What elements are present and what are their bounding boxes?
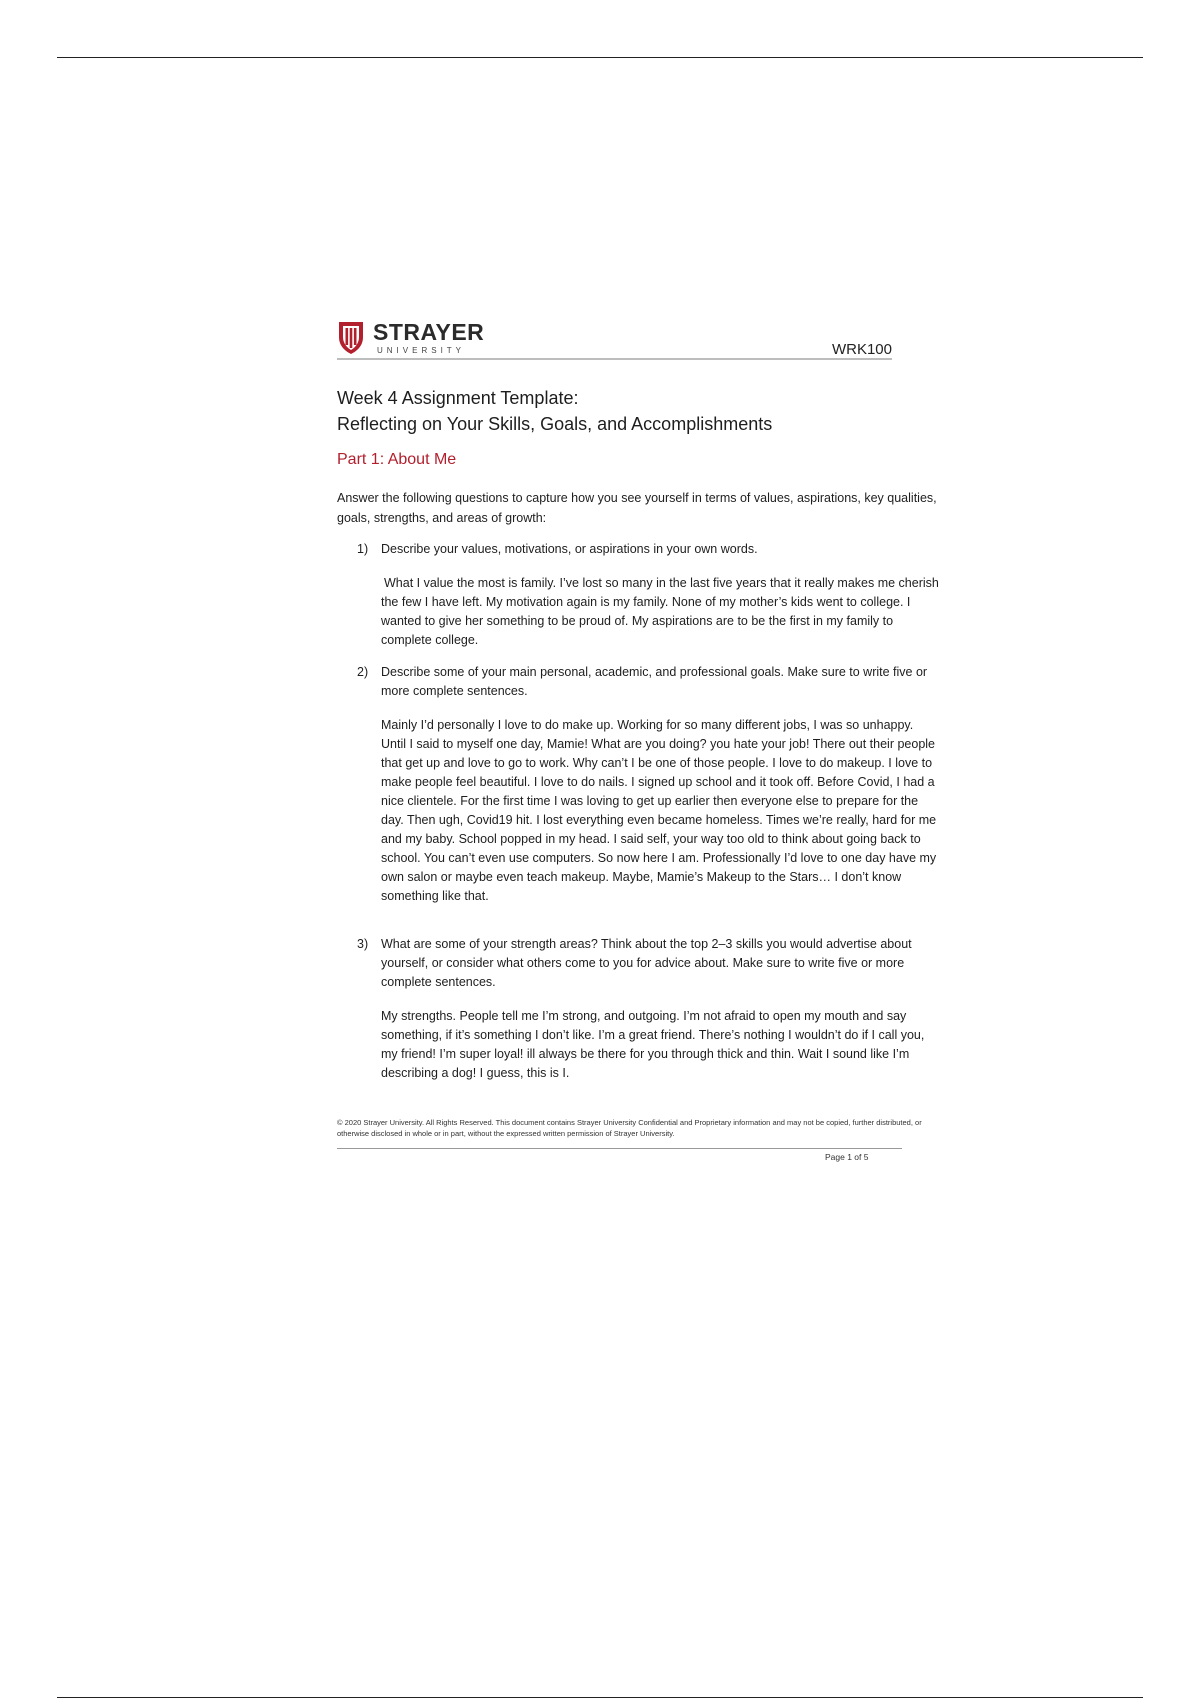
- document-title: [337, 385, 937, 437]
- question-2: [357, 663, 937, 701]
- top-border-rule: [57, 57, 1143, 58]
- copyright-notice: © 2020 Strayer University. All Rights Reserved. This document contains Strayer University Confidential and Proprietary information and may not be copied, further distributed, or otherwise disclosed in whole or in part, without the expressed written permission of Strayer University.: [337, 1118, 922, 1138]
- answer-3: My strengths. People tell me I’m strong, and outgoing. I’m not afraid to open my mouth and say something, if it’s something I don’t like. I’m a great friend. There’s nothing I wouldn’t do if I call you, my friend! I’m super loyal! ill always be there for you through thick and thin. Wait I sound like I’m describing a dog! I guess, this is I.: [381, 1009, 925, 1080]
- logo-name: STRAYER: [373, 319, 485, 345]
- bottom-border-rule: [57, 1697, 1143, 1698]
- answer-2: Mainly I’d personally I love to do make up. Working for so many different jobs, I was so unhappy. Until I said to myself one day, Mamie! What are you doing? you hate your job! There out their people that get up and love to go to work. Why can’t I be one of those people. I love to do makeup. I love to make people feel beautiful. I love to do nails. I signed up school and it took off. Before Covid, I had a nice clientele. For the first time I was loving to get up earlier then everyone else to prepare for the day. Then ugh, Covid19 hit. I lost everything even became homeless. Times we’re really, hard for me and my baby. School popped in my head. I said self, your way too old to think about going back to school. You can’t even use computers. So now here I am. Professionally I’d love to one day have my own salon or maybe even teach makeup. Maybe, Mamie’s Makeup to the Stars… I don’t know something like that.: [381, 718, 937, 903]
- logo-wordmark: [373, 319, 484, 355]
- footer-divider: [337, 1148, 902, 1149]
- question-3: [357, 935, 937, 992]
- title-line-2: Reflecting on Your Skills, Goals, and Accomplishments: [337, 414, 773, 434]
- question-2-text: Describe some of your main personal, academic, and professional goals. Make sure to write five or more complete sentences.: [381, 665, 928, 698]
- question-1-text: Describe your values, motivations, or aspirations in your own words.: [381, 542, 758, 556]
- question-1-number: 1): [357, 542, 369, 556]
- logo-subtitle: UNIVERSITY: [377, 346, 466, 355]
- strayer-logo: [337, 319, 484, 357]
- course-code: WRK100: [831, 341, 892, 358]
- question-3-number: 3): [357, 937, 369, 951]
- part-1-intro: Answer the following questions to capture how you see yourself in terms of values, aspirations, key qualities, goals, strengths, and areas of growth:: [337, 491, 937, 525]
- page-number: Page 1 of 5: [825, 1152, 869, 1162]
- shield-crest-icon: [337, 319, 365, 355]
- question-2-number: 2): [357, 665, 369, 679]
- header-divider: [337, 358, 892, 360]
- part-1-heading: Part 1: About Me: [337, 451, 457, 468]
- question-1: [357, 540, 937, 559]
- document-header: [337, 319, 892, 357]
- question-3-text: What are some of your strength areas? Think about the top 2–3 skills you would advertise about yourself, or consider what others come to you for advice about. Make sure to write five or more complete sentences.: [381, 937, 912, 989]
- title-line-1: Week 4 Assignment Template:: [337, 388, 579, 408]
- answer-1: What I value the most is family. I’ve lost so many in the last five years that it really makes me cherish the few I have left. My motivation again is my family. None of my mother’s kids went to college. I wanted to give her something to be proud of. My aspirations are to be the first in my family to complete college.: [381, 576, 939, 647]
- document-page: [255, 255, 975, 1200]
